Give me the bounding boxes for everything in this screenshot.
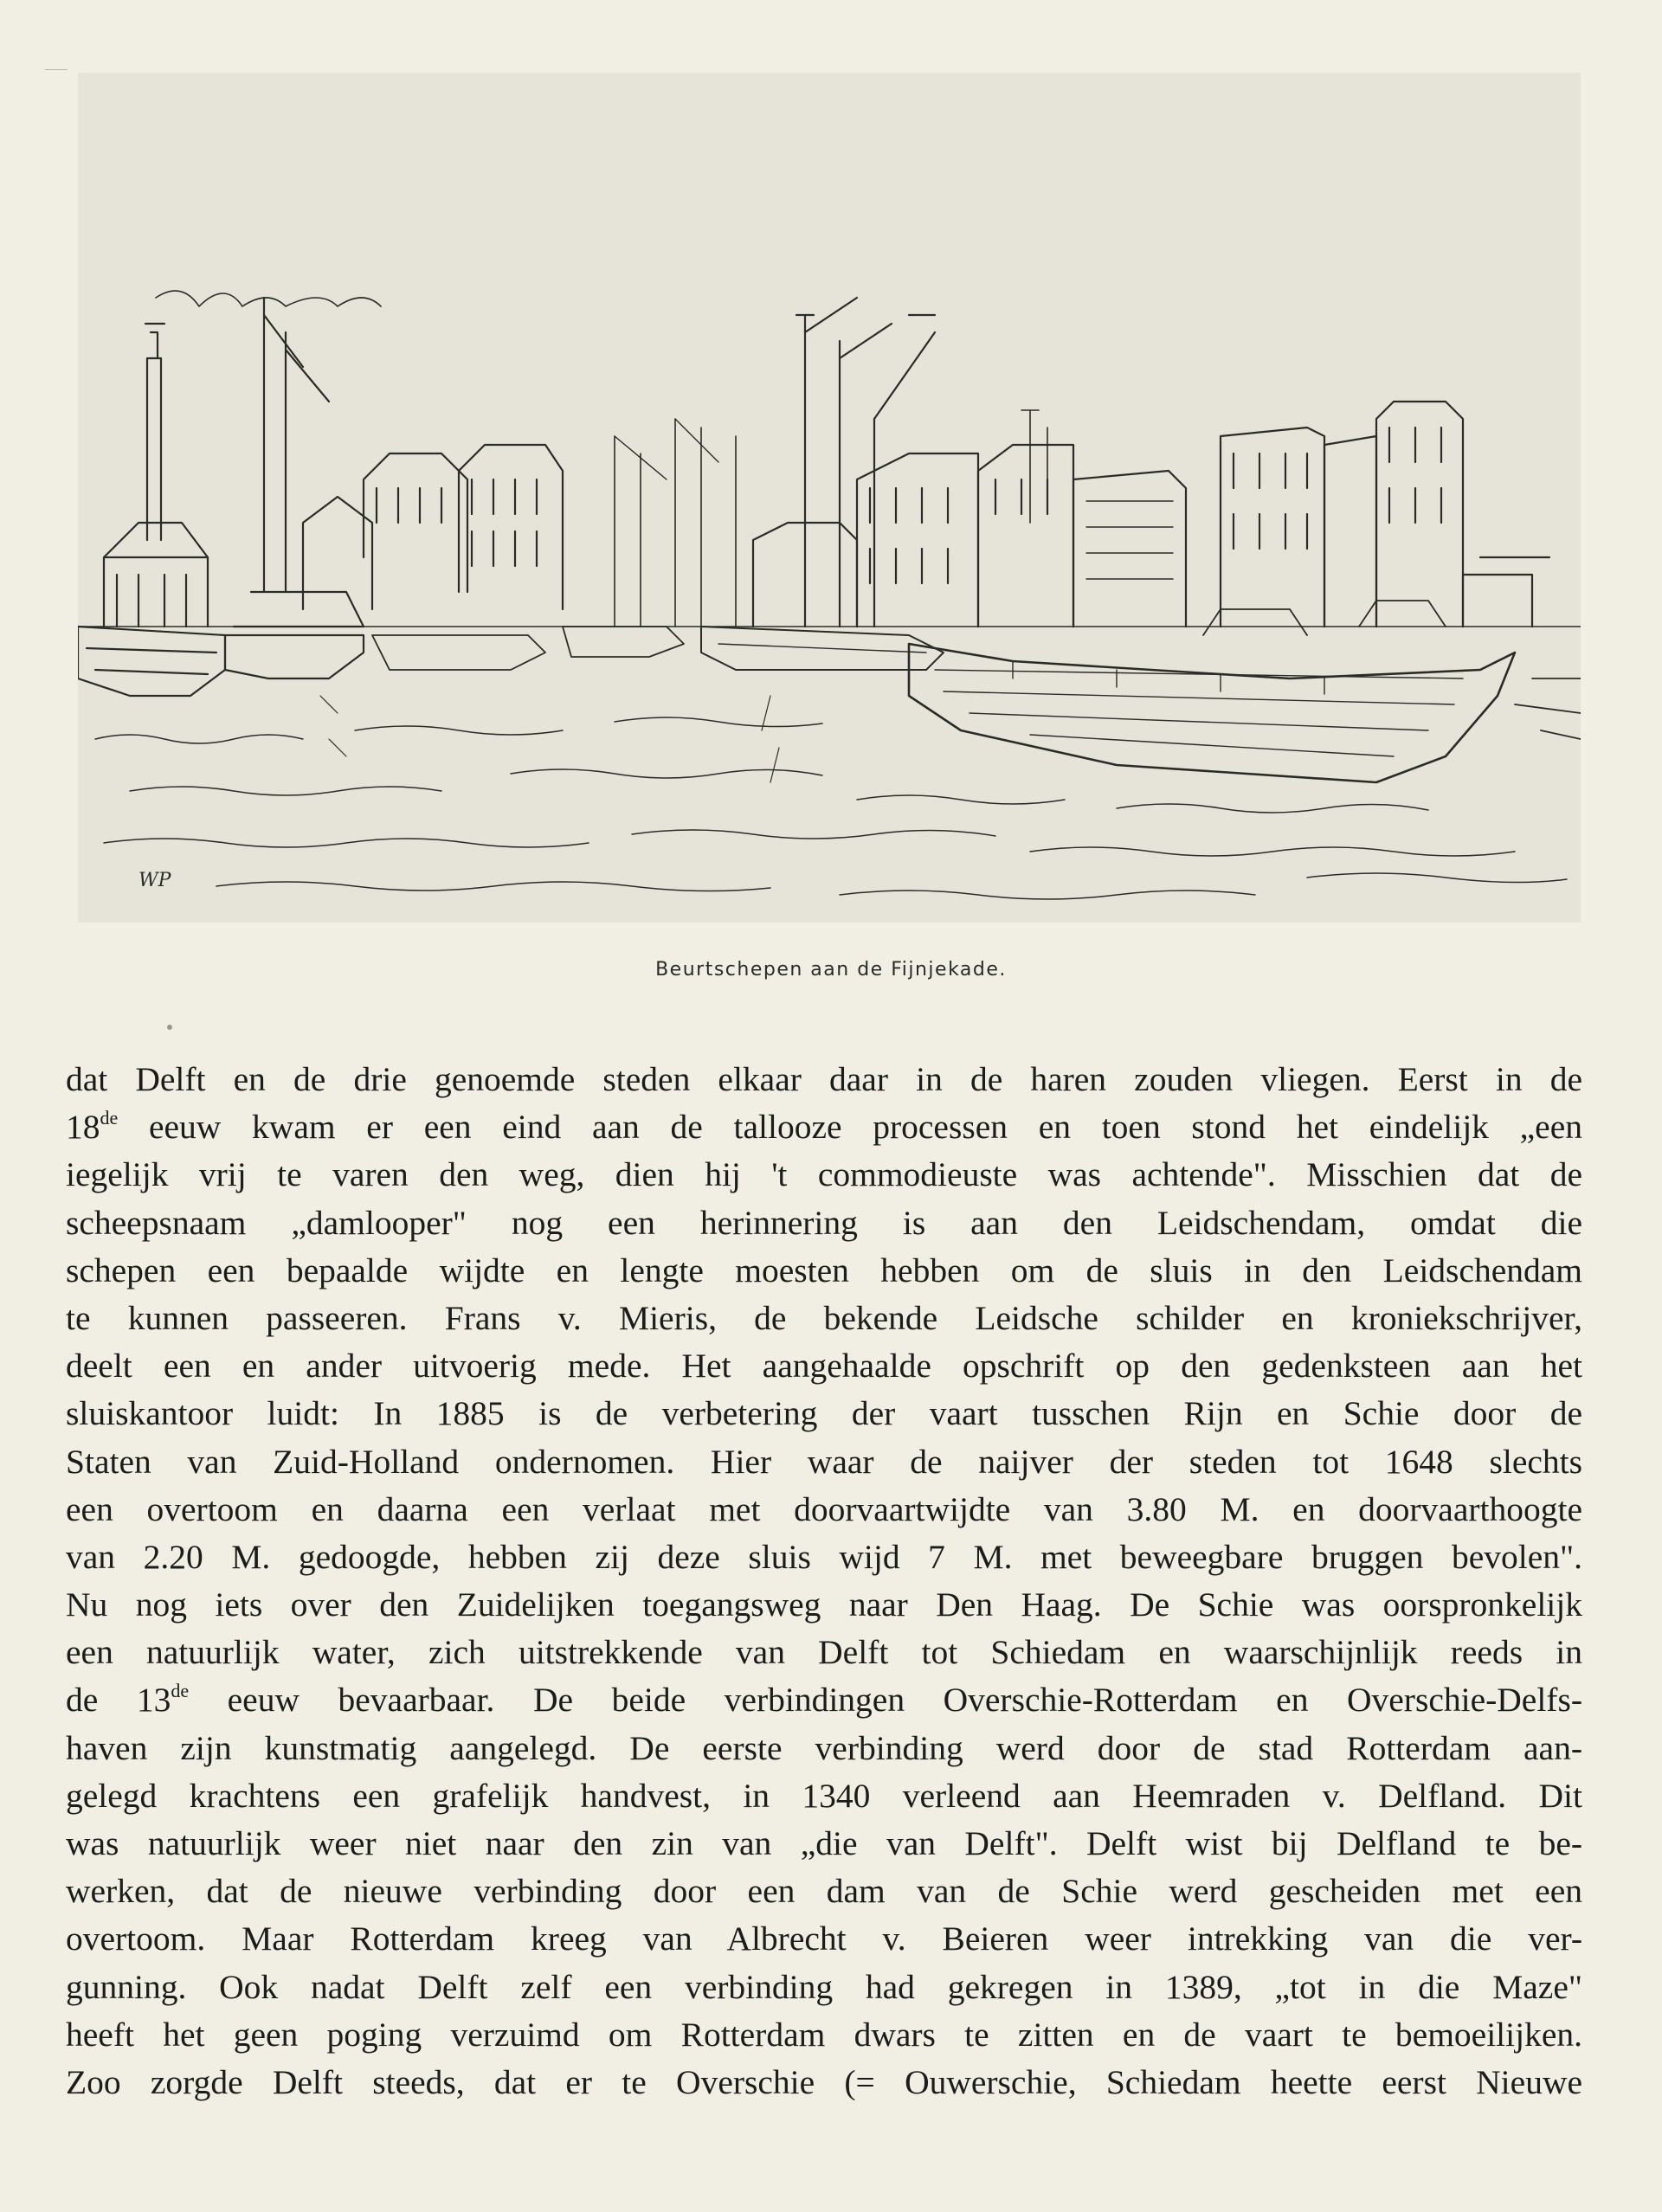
page-edge-mark xyxy=(45,69,68,70)
text-line: Staten van Zuid-Holland ondernomen. Hier waar de naijver der steden tot 1648 slechts xyxy=(66,1442,1582,1481)
text-line: heeft het geen poging verzuimd om Rotterdam dwars te zitten en de vaart te bemoeilijken. xyxy=(66,2015,1582,2054)
text-line: van 2.20 M. gedoogde, hebben zij deze sluis wijd 7 M. met beweegbare bruggen bevolen". xyxy=(66,1537,1582,1576)
text-line: gunning. Ook nadat Delft zelf een verbinding had gekregen in 1389, „tot in die Maze" xyxy=(66,1967,1582,2006)
text-line: was natuurlijk weer niet naar den zin van „die van Delft". Delft wist bij Delfland te be- xyxy=(66,1824,1582,1862)
text-line: deelt een en ander uitvoerig mede. Het aangehaalde opschrift op den gedenksteen aan het xyxy=(66,1347,1582,1386)
harbour-illustration xyxy=(78,73,1581,923)
text-line: 18de eeuw kwam er een eind aan de tallooze processen en toen stond het eindelijk „een xyxy=(66,1107,1582,1147)
text-line: sluiskantoor luidt: In 1885 is de verbetering der vaart tusschen Rijn en Schie door de xyxy=(66,1394,1582,1433)
text-line: een natuurlijk water, zich uitstrekkende van Delft tot Schiedam en waarschijnlijk reeds in xyxy=(66,1633,1582,1672)
text-line: iegelijk vrij te varen den weg, dien hij 't commodieuste was achtende". Misschien dat de xyxy=(66,1155,1582,1194)
text-line: haven zijn kunstmatig aangelegd. De eerste verbinding werd door de stad Rotterdam aan- xyxy=(66,1728,1582,1767)
text-line: werken, dat de nieuwe verbinding door een dam van de Schie werd gescheiden met een xyxy=(66,1872,1582,1911)
body-paragraph xyxy=(66,1056,1582,2106)
stray-dot xyxy=(167,1025,172,1030)
harbour-sketch xyxy=(78,73,1581,923)
figure-caption: Beurtschepen aan de Fijnjekade. xyxy=(655,959,1007,981)
text-line: schepen een bepaalde wijdte en lengte moesten hebben om de sluis in den Leidschendam xyxy=(66,1251,1582,1289)
text-line: gelegd krachtens een grafelijk handvest, in 1340 verleend aan Heemraden v. Delfland. Dit xyxy=(66,1776,1582,1815)
text-line: scheepsnaam „damlooper" nog een herinnering is aan den Leidschendam, omdat die xyxy=(66,1203,1582,1242)
text-line: dat Delft en de drie genoemde steden elkaar daar in de haren zouden vliegen. Eerst in de xyxy=(66,1060,1582,1098)
text-line: Zoo zorgde Delft steeds, dat er te Overschie (= Ouwerschie, Schiedam heette eerst Nieuwe xyxy=(66,2062,1582,2101)
text-line: een overtoom en daarna een verlaat met doorvaartwijdte van 3.80 M. en doorvaarthoogte xyxy=(66,1489,1582,1528)
text-line: overtoom. Maar Rotterdam kreeg van Albrecht v. Beieren weer intrekking van die ver- xyxy=(66,1919,1582,1958)
text-line: te kunnen passeeren. Frans v. Mieris, de bekende Leidsche schilder en kroniekschrijver, xyxy=(66,1298,1582,1337)
text-line: de 13de eeuw bevaarbaar. De beide verbindingen Overschie-Rotterdam en Overschie-Delfs- xyxy=(66,1680,1582,1720)
text-line: Nu nog iets over den Zuidelijken toegangsweg naar Den Haag. De Schie was oorspronkelijk xyxy=(66,1585,1582,1624)
artist-signature: WP xyxy=(138,870,171,891)
